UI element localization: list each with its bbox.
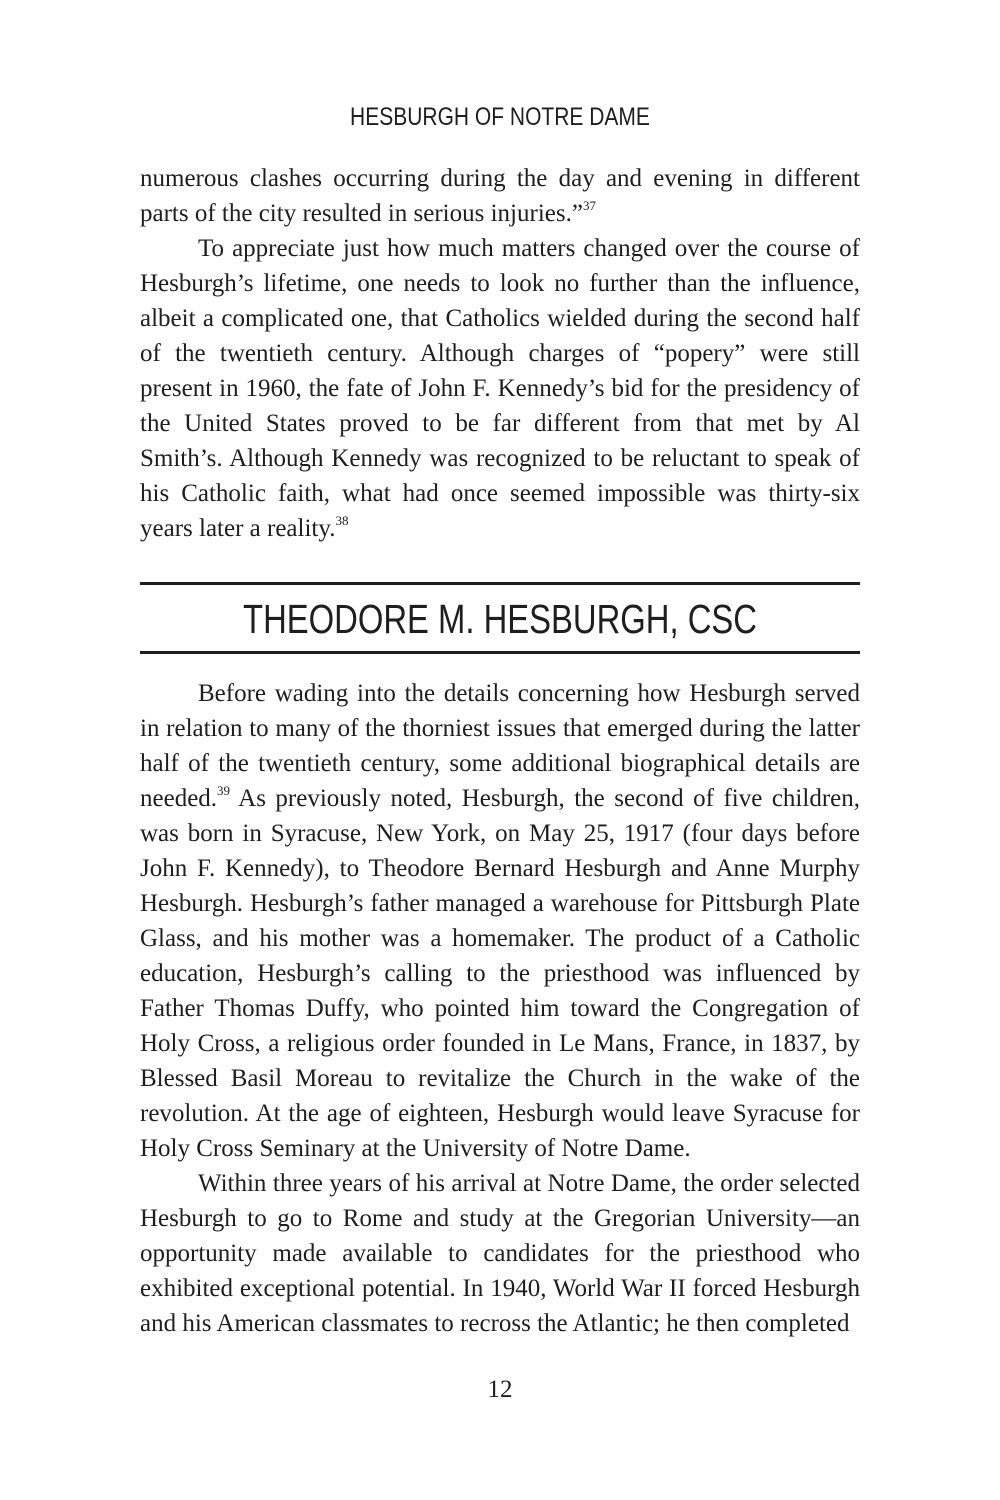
- paragraph-continuation: [140, 161, 860, 231]
- paragraph-text: Before wading into the details concerning how Hesburgh served in relation to many of the thorniest issues that emerged during the latter half of the twentieth century, some additional biographical details are needed.: [140, 680, 860, 812]
- footnote-ref-37: 37: [582, 198, 596, 213]
- paragraph-text: Within three years of his arrival at Notre Dame, the order selected Hesburgh to go to Rome and study at the Gregorian University—an opportunity made available to candidates for the priesthood who exhibited exceptional potential. In 1940, World War II forced Hesburgh and his American classmates to recross the Atlantic; he then completed: [140, 1170, 860, 1337]
- paragraph-text: numerous clashes occurring during the day and evening in different parts of the city resulted in serious injuries.”: [140, 165, 860, 227]
- book-page: [140, 0, 860, 1500]
- paragraph-rome-study: [140, 1166, 860, 1341]
- footnote-ref-39: 39: [217, 783, 231, 798]
- section-heading: THEODORE M. HESBURGH, CSC: [243, 596, 757, 642]
- paragraph-catholic-influence: [140, 231, 860, 546]
- heading-rule-top: [140, 582, 860, 585]
- paragraph-biography: [140, 676, 860, 1166]
- footnote-ref-38: 38: [335, 513, 349, 528]
- heading-rule-bottom: [140, 651, 860, 654]
- running-head: HESBURGH OF NOTRE DAME: [350, 103, 650, 131]
- paragraph-text: As previously noted, Hesburgh, the second of five children, was born in Syracuse, New York, on May 25, 1917 (four days before John F. Kennedy), to Theodore Bernard Hesburgh and Anne Murphy Hesburgh. Hesburgh’s father managed a warehouse for Pittsburgh Plate Glass, and his mother was a homemaker. The product of a Catholic education, Hesburgh’s calling to the priesthood was influenced by Father Thomas Duffy, who pointed him toward the Congregation of Holy Cross, a religious order founded in Le Mans, France, in 1837, by Blessed Basil Moreau to revitalize the Church in the wake of the revolution. At the age of eighteen, Hesburgh would leave Syracuse for Holy Cross Seminary at the University of Notre Dame.: [140, 785, 860, 1162]
- paragraph-text: To appreciate just how much matters changed over the course of Hesburgh’s lifetime, one needs to look no further than the influence, albeit a complicated one, that Catholics wielded during the second half of the twentieth century. Although charges of “popery” were still present in 1960, the fate of John F. Kennedy’s bid for the presidency of the United States proved to be far different from that met by Al Smith’s. Although Kennedy was recognized to be reluctant to speak of his Catholic faith, what had once seemed impossible was thirty-six years later a reality.: [140, 235, 860, 542]
- page-number: 12: [487, 1376, 513, 1403]
- bottom-text-block: [140, 676, 860, 1341]
- top-text-block: [140, 161, 860, 546]
